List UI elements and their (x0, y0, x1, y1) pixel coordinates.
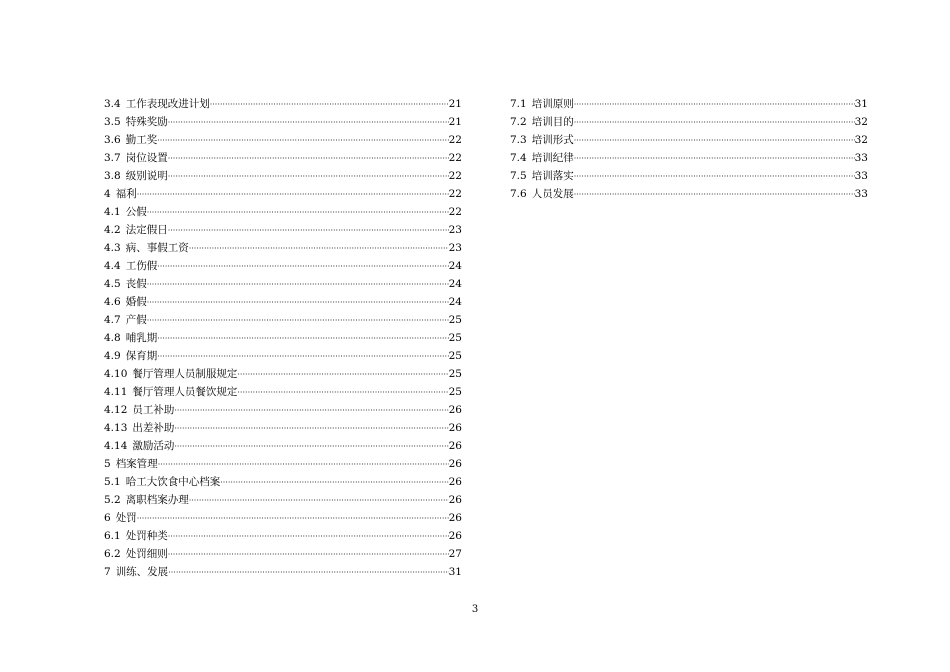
toc-entry-page: 32 (854, 116, 868, 128)
toc-entry[interactable] (510, 131, 868, 149)
toc-entry-number: 6 (104, 512, 111, 524)
toc-entry-number: 4.14 (104, 440, 128, 452)
toc-entry-title: 出差补助 (132, 422, 175, 434)
toc-entry[interactable] (104, 419, 462, 437)
toc-entry-title: 哺乳期 (125, 332, 158, 344)
toc-dot-leader (147, 276, 449, 294)
toc-entry-title: 离职档案办理 (125, 494, 189, 506)
toc-dot-leader (210, 96, 449, 114)
toc-dot-leader (174, 402, 448, 420)
toc-entry[interactable] (510, 95, 868, 113)
toc-entry-number: 5.1 (104, 476, 121, 488)
toc-entry-page: 21 (448, 116, 462, 128)
toc-entry[interactable] (104, 401, 462, 419)
toc-entry-page: 31 (854, 98, 868, 110)
toc-entry-title: 特殊奖励 (125, 116, 168, 128)
toc-entry-title: 工作表现改进计划 (125, 98, 210, 110)
toc-entry-page: 22 (448, 188, 462, 200)
toc-entry[interactable] (510, 185, 868, 203)
toc-dot-leader (574, 114, 855, 132)
toc-entry-title: 培训目的 (531, 116, 574, 128)
toc-entry[interactable] (104, 473, 462, 491)
toc-entry-page: 27 (448, 548, 462, 560)
toc-dot-leader (157, 348, 448, 366)
toc-entry-page: 22 (448, 134, 462, 146)
toc-entry-number: 7.1 (510, 98, 527, 110)
toc-entry-page: 22 (448, 206, 462, 218)
toc-dot-leader (168, 150, 449, 168)
toc-entry-page: 25 (448, 386, 462, 398)
toc-entry-page: 25 (448, 314, 462, 326)
toc-entry[interactable] (104, 437, 462, 455)
toc-entry[interactable] (104, 509, 462, 527)
toc-entry[interactable] (104, 527, 462, 545)
toc-dot-leader (237, 366, 448, 384)
toc-entry-title: 人员发展 (531, 188, 574, 200)
toc-entry-title: 培训形式 (531, 134, 574, 146)
toc-entry-number: 4.1 (104, 206, 121, 218)
toc-dot-leader (147, 204, 449, 222)
toc-dot-leader (189, 492, 449, 510)
toc-dot-leader (158, 456, 449, 474)
toc-entry-title: 级别说明 (125, 170, 168, 182)
toc-entry-page: 26 (448, 458, 462, 470)
toc-entry-title: 产假 (125, 314, 147, 326)
toc-entry[interactable] (104, 221, 462, 239)
toc-entry-title: 岗位设置 (125, 152, 168, 164)
toc-entry-title: 激励活动 (132, 440, 175, 452)
toc-entry-title: 餐厅管理人员餐饮规定 (132, 386, 238, 398)
toc-dot-leader (168, 564, 448, 582)
toc-entry-number: 4.10 (104, 368, 128, 380)
toc-entry[interactable] (104, 131, 462, 149)
toc-entry-number: 4.13 (104, 422, 128, 434)
toc-dot-leader (220, 474, 448, 492)
toc-entry[interactable] (104, 347, 462, 365)
toc-dot-leader (237, 384, 448, 402)
toc-entry-number: 7.3 (510, 134, 527, 146)
toc-entry-title: 病、事假工资 (125, 242, 189, 254)
toc-entry[interactable] (104, 95, 462, 113)
toc-entry[interactable] (104, 185, 462, 203)
toc-entry-page: 31 (448, 566, 462, 578)
toc-entry-page: 33 (854, 188, 868, 200)
toc-entry-page: 26 (448, 512, 462, 524)
toc-entry-page: 25 (448, 350, 462, 362)
toc-entry[interactable] (510, 113, 868, 131)
toc-dot-leader (168, 546, 449, 564)
toc-entry-number: 7.6 (510, 188, 527, 200)
toc-entry-number: 4.8 (104, 332, 121, 344)
toc-entry-number: 7.4 (510, 152, 527, 164)
toc-dot-leader (168, 528, 449, 546)
toc-entry[interactable] (104, 455, 462, 473)
toc-entry-number: 5.2 (104, 494, 121, 506)
toc-entry-page: 24 (448, 278, 462, 290)
toc-entry-page: 26 (448, 494, 462, 506)
toc-entry[interactable] (104, 203, 462, 221)
toc-entry-page: 32 (854, 134, 868, 146)
toc-entry-title: 培训落实 (531, 170, 574, 182)
toc-entry-page: 25 (448, 332, 462, 344)
toc-right-column (510, 95, 868, 203)
toc-entry-number: 3.5 (104, 116, 121, 128)
toc-entry-number: 7.2 (510, 116, 527, 128)
toc-entry-number: 4.5 (104, 278, 121, 290)
toc-dot-leader (574, 168, 855, 186)
toc-entry-title: 法定假日 (125, 224, 168, 236)
toc-entry-number: 6.1 (104, 530, 121, 542)
toc-entry-title: 处罚种类 (125, 530, 168, 542)
toc-entry-number: 3.4 (104, 98, 121, 110)
toc-entry-page: 23 (448, 224, 462, 236)
toc-dot-leader (157, 258, 448, 276)
toc-dot-leader (157, 132, 448, 150)
toc-entry[interactable] (510, 149, 868, 167)
toc-entry-title: 工伤假 (125, 260, 158, 272)
toc-entry[interactable] (104, 545, 462, 563)
toc-dot-leader (189, 240, 449, 258)
toc-entry-title: 餐厅管理人员制服规定 (132, 368, 238, 380)
toc-entry[interactable] (104, 239, 462, 257)
toc-entry-title: 哈工大饮食中心档案 (125, 476, 221, 488)
toc-entry[interactable] (104, 293, 462, 311)
toc-entry[interactable] (104, 563, 462, 581)
toc-entry-page: 22 (448, 152, 462, 164)
toc-entry[interactable] (104, 491, 462, 509)
toc-entry[interactable] (104, 257, 462, 275)
toc-entry-number: 4 (104, 188, 111, 200)
toc-dot-leader (574, 132, 855, 150)
toc-dot-leader (168, 222, 449, 240)
toc-entry-number: 4.9 (104, 350, 121, 362)
toc-entry-number: 4.3 (104, 242, 121, 254)
toc-entry-page: 33 (854, 152, 868, 164)
toc-entry-number: 6.2 (104, 548, 121, 560)
toc-entry-number: 3.7 (104, 152, 121, 164)
toc-entry-number: 3.6 (104, 134, 121, 146)
toc-entry[interactable] (104, 383, 462, 401)
toc-entry[interactable] (104, 311, 462, 329)
toc-entry-title: 训练、发展 (115, 566, 169, 578)
toc-dot-leader (137, 510, 449, 528)
toc-entry-title: 档案管理 (115, 458, 158, 470)
page-number: 3 (471, 604, 479, 615)
toc-entry-page: 22 (448, 170, 462, 182)
toc-entry-number: 5 (104, 458, 111, 470)
toc-dot-leader (574, 96, 855, 114)
toc-entry[interactable] (104, 149, 462, 167)
toc-entry[interactable] (104, 329, 462, 347)
toc-entry-page: 24 (448, 296, 462, 308)
toc-entry[interactable] (104, 113, 462, 131)
toc-entry-title: 勤工奖 (125, 134, 158, 146)
toc-entry-page: 26 (448, 404, 462, 416)
toc-entry-number: 7.5 (510, 170, 527, 182)
toc-dot-leader (147, 294, 449, 312)
toc-entry-number: 4.2 (104, 224, 121, 236)
toc-entry-page: 26 (448, 476, 462, 488)
toc-entry-page: 23 (448, 242, 462, 254)
toc-dot-leader (157, 330, 448, 348)
toc-entry[interactable] (510, 167, 868, 185)
toc-entry-number: 4.6 (104, 296, 121, 308)
toc-dot-leader (137, 186, 449, 204)
toc-entry-number: 3.8 (104, 170, 121, 182)
toc-dot-leader (168, 168, 449, 186)
toc-entry-page: 33 (854, 170, 868, 182)
toc-entry-title: 福利 (115, 188, 137, 200)
toc-entry-number: 4.12 (104, 404, 128, 416)
toc-left-column (104, 95, 462, 581)
toc-entry-page: 26 (448, 440, 462, 452)
toc-entry-title: 培训纪律 (531, 152, 574, 164)
toc-entry-page: 21 (448, 98, 462, 110)
toc-entry-page: 25 (448, 368, 462, 380)
toc-dot-leader (574, 186, 855, 204)
toc-entry-title: 培训原则 (531, 98, 574, 110)
toc-entry[interactable] (104, 167, 462, 185)
toc-dot-leader (574, 150, 855, 168)
toc-entry-number: 4.4 (104, 260, 121, 272)
toc-entry-title: 丧假 (125, 278, 147, 290)
toc-entry-number: 7 (104, 566, 111, 578)
toc-entry[interactable] (104, 275, 462, 293)
toc-entry-title: 处罚 (115, 512, 137, 524)
toc-entry-page: 24 (448, 260, 462, 272)
toc-entry-number: 4.11 (104, 386, 128, 398)
toc-entry-title: 保育期 (125, 350, 158, 362)
toc-entry-page: 26 (448, 422, 462, 434)
toc-entry-title: 公假 (125, 206, 147, 218)
toc-entry-title: 员工补助 (132, 404, 175, 416)
toc-entry-title: 婚假 (125, 296, 147, 308)
toc-entry-number: 4.7 (104, 314, 121, 326)
toc-dot-leader (174, 420, 448, 438)
toc-entry[interactable] (104, 365, 462, 383)
toc-entry-title: 处罚细则 (125, 548, 168, 560)
toc-dot-leader (174, 438, 448, 456)
toc-dot-leader (147, 312, 449, 330)
toc-dot-leader (168, 114, 449, 132)
toc-entry-page: 26 (448, 530, 462, 542)
